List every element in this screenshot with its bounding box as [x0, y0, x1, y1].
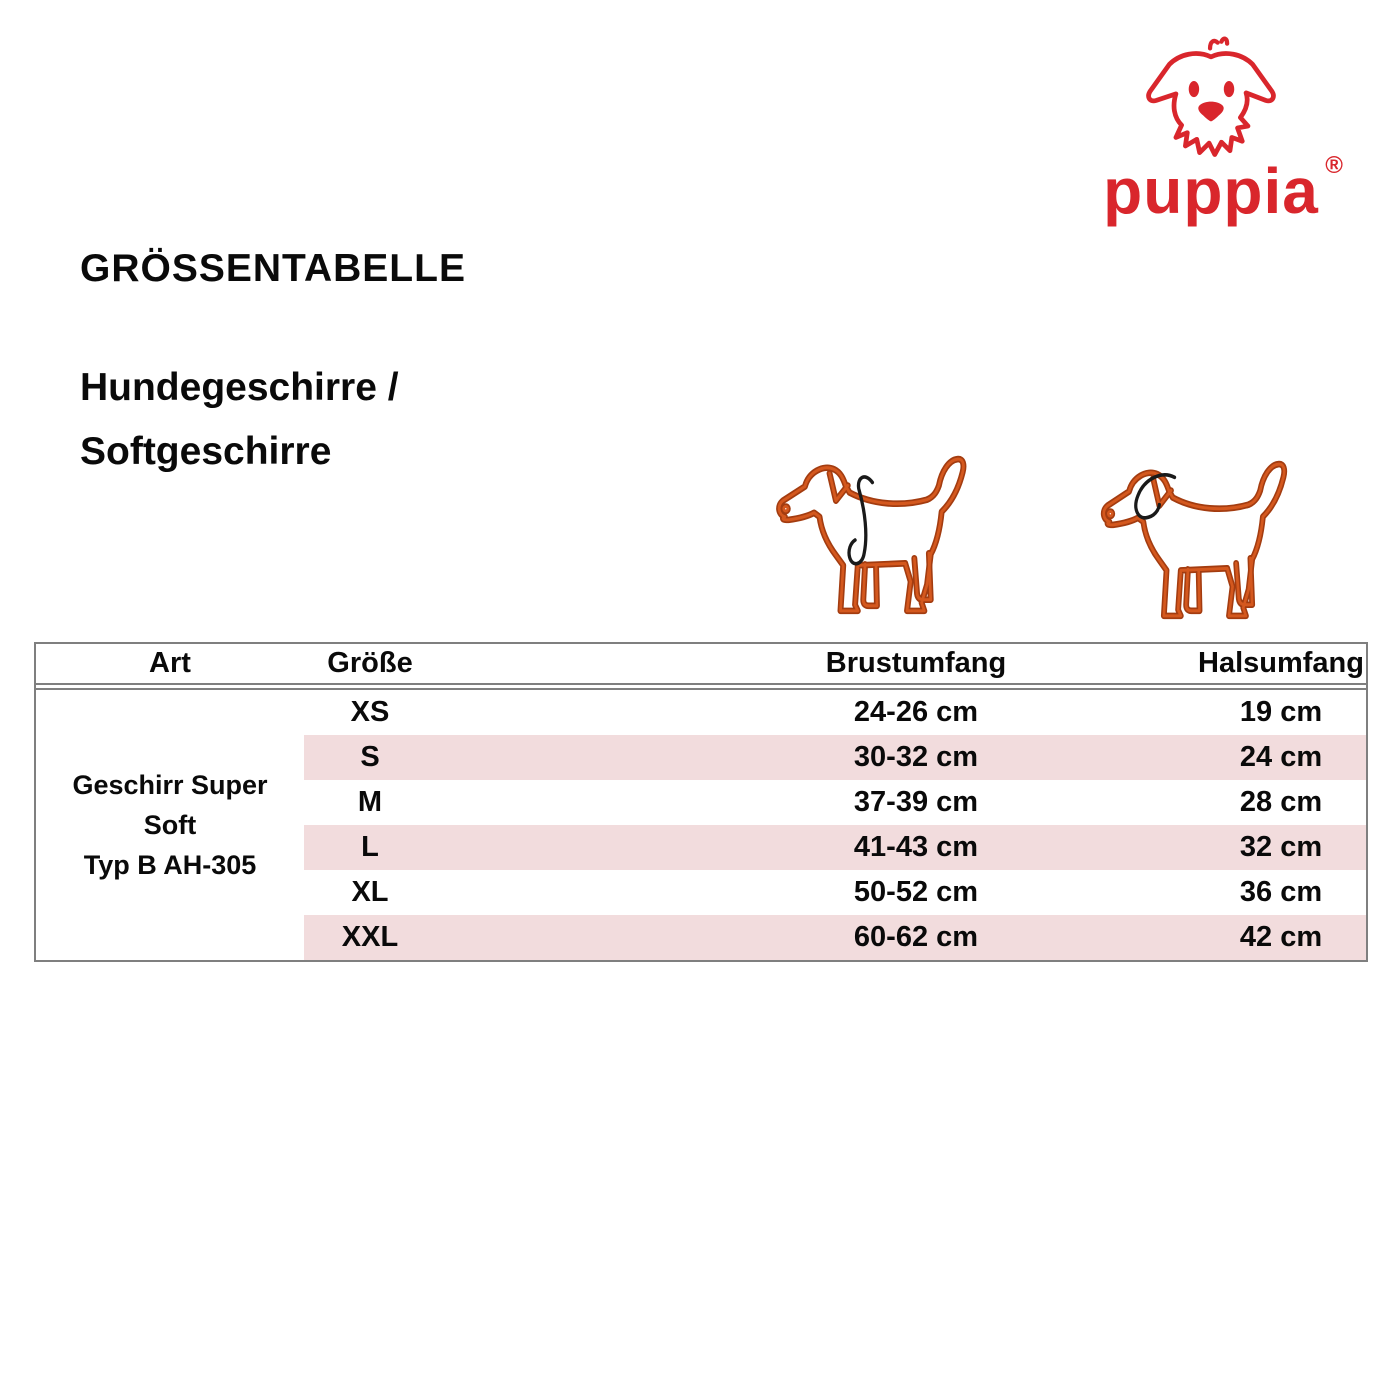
puppia-dog-face-icon: [1129, 36, 1293, 164]
cell-groesse: M: [357, 786, 383, 818]
chest-girth-loop: [849, 477, 872, 564]
cell-halsumfang: 42 cm: [1239, 921, 1323, 953]
cell-halsumfang: 19 cm: [1239, 696, 1323, 728]
cell-groesse: S: [360, 741, 380, 773]
header-halsumfang: Halsumfang: [1198, 647, 1364, 679]
product-name-line-2: Soft: [143, 810, 197, 840]
product-name-line-1: Geschirr Super: [72, 770, 268, 800]
page-title: GRÖSSENTABELLE: [80, 247, 466, 290]
cell-halsumfang: 32 cm: [1239, 831, 1323, 863]
cell-brustumfang: 24-26 cm: [853, 696, 979, 728]
cell-groesse: XL: [351, 876, 389, 908]
registered-trademark-icon: ®: [1325, 152, 1343, 179]
cell-groesse: XXL: [341, 921, 399, 953]
cell-brustumfang: 50-52 cm: [853, 876, 979, 908]
cell-halsumfang: 24 cm: [1239, 741, 1323, 773]
cell-groesse: XS: [350, 696, 390, 728]
subtitle-line-2: Softgeschirre: [80, 430, 332, 473]
logo-left-eye: [1189, 81, 1199, 97]
cell-halsumfang: 36 cm: [1239, 876, 1323, 908]
cell-halsumfang: 28 cm: [1239, 786, 1323, 818]
size-table: [34, 642, 1368, 962]
subtitle-line-1: Hundegeschirre /: [80, 366, 399, 409]
size-table-header-row: [36, 644, 1366, 685]
header-brustumfang: Brustumfang: [825, 647, 1007, 679]
header-groesse: Größe: [327, 647, 413, 679]
dog-neck-measurement-illustration: [1088, 447, 1320, 629]
product-name-line-3: Typ B AH-305: [83, 850, 257, 880]
size-table-body: [36, 688, 1366, 960]
cell-brustumfang: 37-39 cm: [853, 786, 979, 818]
puppia-logo: [1085, 36, 1343, 227]
cell-groesse: L: [361, 831, 379, 863]
cell-brustumfang: 60-62 cm: [853, 921, 979, 953]
logo-wordmark: puppia: [1103, 155, 1319, 227]
logo-right-eye: [1224, 81, 1234, 97]
dog-chest-measurement-illustration: [763, 442, 1000, 624]
cell-brustumfang: 41-43 cm: [853, 831, 979, 863]
product-name-cell: [36, 690, 304, 960]
cell-brustumfang: 30-32 cm: [853, 741, 979, 773]
header-art: Art: [149, 647, 191, 679]
